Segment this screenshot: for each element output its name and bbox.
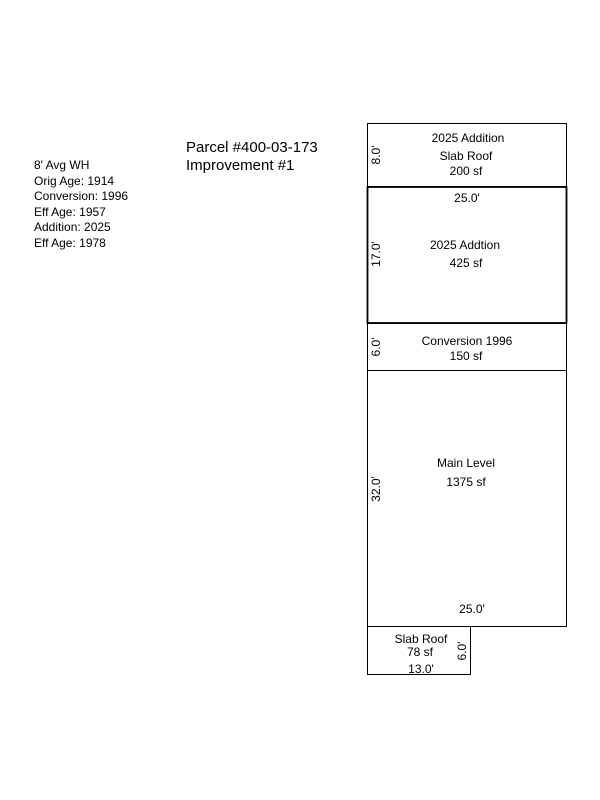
conversion-area: 150 sf [449, 349, 483, 363]
info-line-wall-height: 8' Avg WH [34, 158, 90, 172]
addition-slab-side-dim: 8.0' [369, 145, 383, 165]
main-level-name: Main Level [436, 456, 496, 470]
addition-slab-type: Slab Roof [439, 149, 493, 163]
slab-roof-area: 78 sf [406, 645, 434, 659]
main-level-outline [368, 371, 567, 627]
addition-slab-area: 200 sf [449, 164, 483, 178]
conversion-name: Conversion 1996 [421, 334, 513, 348]
addition-name: 2025 Addtion [429, 238, 501, 252]
main-level-bottom-dim: 25.0' [459, 602, 485, 616]
main-level-area: 1375 sf [446, 475, 486, 489]
slab-roof-side-dim: 6.0' [455, 641, 469, 661]
addition-side-dim: 17.0' [369, 241, 383, 267]
addition-outline [368, 187, 567, 323]
addition-slab-name: 2025 Addition [431, 131, 505, 145]
addition-area: 425 sf [449, 256, 483, 270]
info-line-eff-age-2: Eff Age: 1978 [34, 235, 106, 250]
conversion-side-dim: 6.0' [369, 337, 383, 357]
parcel-number: Parcel #400-03-173 [186, 139, 318, 156]
slab-roof-bottom-dim: 13.0' [408, 662, 434, 676]
info-line-orig-age: Orig Age: 1914 [34, 173, 115, 188]
info-line-eff-age-1: Eff Age: 1957 [34, 204, 106, 219]
addition-top-dim: 25.0' [454, 191, 480, 205]
info-line-addition: Addition: 2025 [34, 220, 111, 234]
main-level-side-dim: 32.0' [369, 476, 383, 502]
info-line-conversion: Conversion: 1996 [34, 189, 129, 203]
improvement-number: Improvement #1 [186, 157, 295, 174]
slab-roof-name: Slab Roof [394, 632, 448, 646]
